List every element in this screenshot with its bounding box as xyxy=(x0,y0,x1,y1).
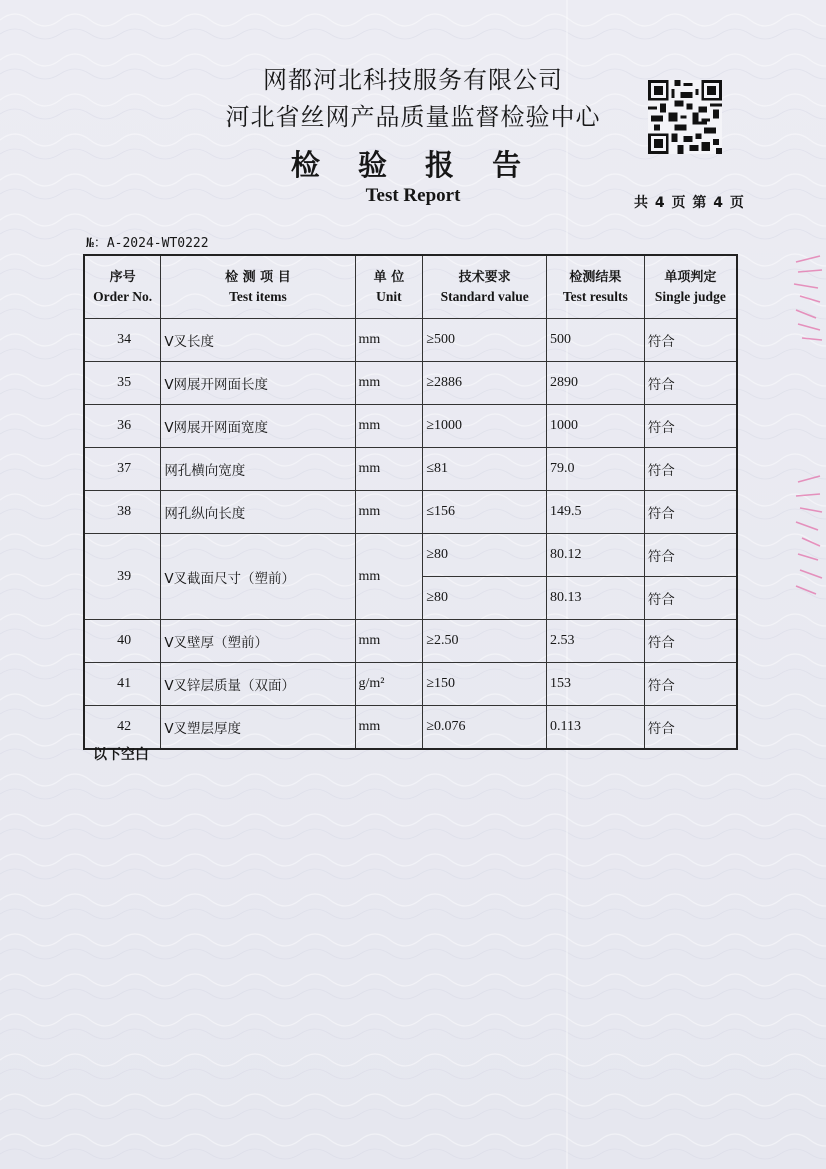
unit: mm xyxy=(355,706,423,750)
unit: mm xyxy=(355,491,423,534)
unit: g/m² xyxy=(355,663,423,706)
test-result: 149.5 xyxy=(547,491,645,534)
report-number: №：A-2024-WT0222 xyxy=(86,236,209,251)
standard-value: ≥2886 xyxy=(423,362,547,405)
test-result: 153 xyxy=(547,663,645,706)
col-order: 序号 Order No. xyxy=(84,255,161,319)
table-row xyxy=(84,706,737,750)
test-item: V叉截面尺寸（塑前） xyxy=(161,534,355,620)
standard-value: ≤81 xyxy=(423,448,547,491)
standard-value: ≥2.50 xyxy=(423,620,547,663)
judge: 符合 xyxy=(644,620,737,663)
table-row xyxy=(84,663,737,706)
test-result: 2.53 xyxy=(547,620,645,663)
test-item: V叉壁厚（塑前） xyxy=(161,620,355,663)
test-result: 80.13 xyxy=(547,577,645,620)
judge: 符合 xyxy=(644,706,737,750)
report-title-en: Test Report xyxy=(365,185,461,206)
test-result: 80.12 xyxy=(547,534,645,577)
unit: mm xyxy=(355,534,423,620)
table-row xyxy=(84,534,737,577)
results-table xyxy=(83,254,738,750)
standard-value: ≥500 xyxy=(423,319,547,362)
judge: 符合 xyxy=(644,405,737,448)
order-no: 35 xyxy=(84,362,161,405)
col-standard: 技术要求 Standard value xyxy=(423,255,547,319)
standard-value: ≥0.076 xyxy=(423,706,547,750)
report-title-cn: 检 验 报 告 xyxy=(290,148,536,182)
test-item: V叉锌层质量（双面） xyxy=(161,663,355,706)
blank-below-note: 以下空白 xyxy=(93,747,149,763)
order-no: 34 xyxy=(84,319,161,362)
order-no: 37 xyxy=(84,448,161,491)
company-name: 网都河北科技服务有限公司 xyxy=(263,66,563,94)
test-item: 网孔纵向长度 xyxy=(161,491,355,534)
test-item: 网孔横向宽度 xyxy=(161,448,355,491)
judge: 符合 xyxy=(644,663,737,706)
test-result: 0.113 xyxy=(547,706,645,750)
table-row xyxy=(84,319,737,362)
standard-value: ≥150 xyxy=(423,663,547,706)
table-row xyxy=(84,491,737,534)
unit: mm xyxy=(355,448,423,491)
unit: mm xyxy=(355,620,423,663)
judge: 符合 xyxy=(644,362,737,405)
test-item: V叉长度 xyxy=(161,319,355,362)
table-row xyxy=(84,362,737,405)
test-result: 1000 xyxy=(547,405,645,448)
judge: 符合 xyxy=(644,491,737,534)
table-header-row xyxy=(84,255,737,319)
table-row xyxy=(84,405,737,448)
table-row xyxy=(84,620,737,663)
page-count: 共 4 页 第 4 页 xyxy=(634,195,744,211)
unit: mm xyxy=(355,362,423,405)
order-no: 38 xyxy=(84,491,161,534)
order-no: 39 xyxy=(84,534,161,620)
col-unit: 单 位 Unit xyxy=(355,255,423,319)
test-item: V叉塑层厚度 xyxy=(161,706,355,750)
standard-value: ≤156 xyxy=(423,491,547,534)
col-result: 检测结果 Test results xyxy=(547,255,645,319)
test-result: 79.0 xyxy=(547,448,645,491)
judge: 符合 xyxy=(644,448,737,491)
order-no: 42 xyxy=(84,706,161,750)
judge: 符合 xyxy=(644,534,737,577)
judge: 符合 xyxy=(644,577,737,620)
standard-value: ≥80 xyxy=(423,577,547,620)
table-row xyxy=(84,448,737,491)
test-result: 500 xyxy=(547,319,645,362)
col-item: 检 测 项 目 Test items xyxy=(161,255,355,319)
col-judge: 单项判定 Single judge xyxy=(644,255,737,319)
standard-value: ≥1000 xyxy=(423,405,547,448)
test-result: 2890 xyxy=(547,362,645,405)
test-item: V网展开网面宽度 xyxy=(161,405,355,448)
center-name: 河北省丝网产品质量监督检验中心 xyxy=(225,103,601,131)
qr-code-icon xyxy=(648,80,722,154)
order-no: 40 xyxy=(84,620,161,663)
order-no: 36 xyxy=(84,405,161,448)
order-no: 41 xyxy=(84,663,161,706)
unit: mm xyxy=(355,405,423,448)
unit: mm xyxy=(355,319,423,362)
standard-value: ≥80 xyxy=(423,534,547,577)
judge: 符合 xyxy=(644,319,737,362)
seal-stamp xyxy=(790,250,826,610)
test-item: V网展开网面长度 xyxy=(161,362,355,405)
